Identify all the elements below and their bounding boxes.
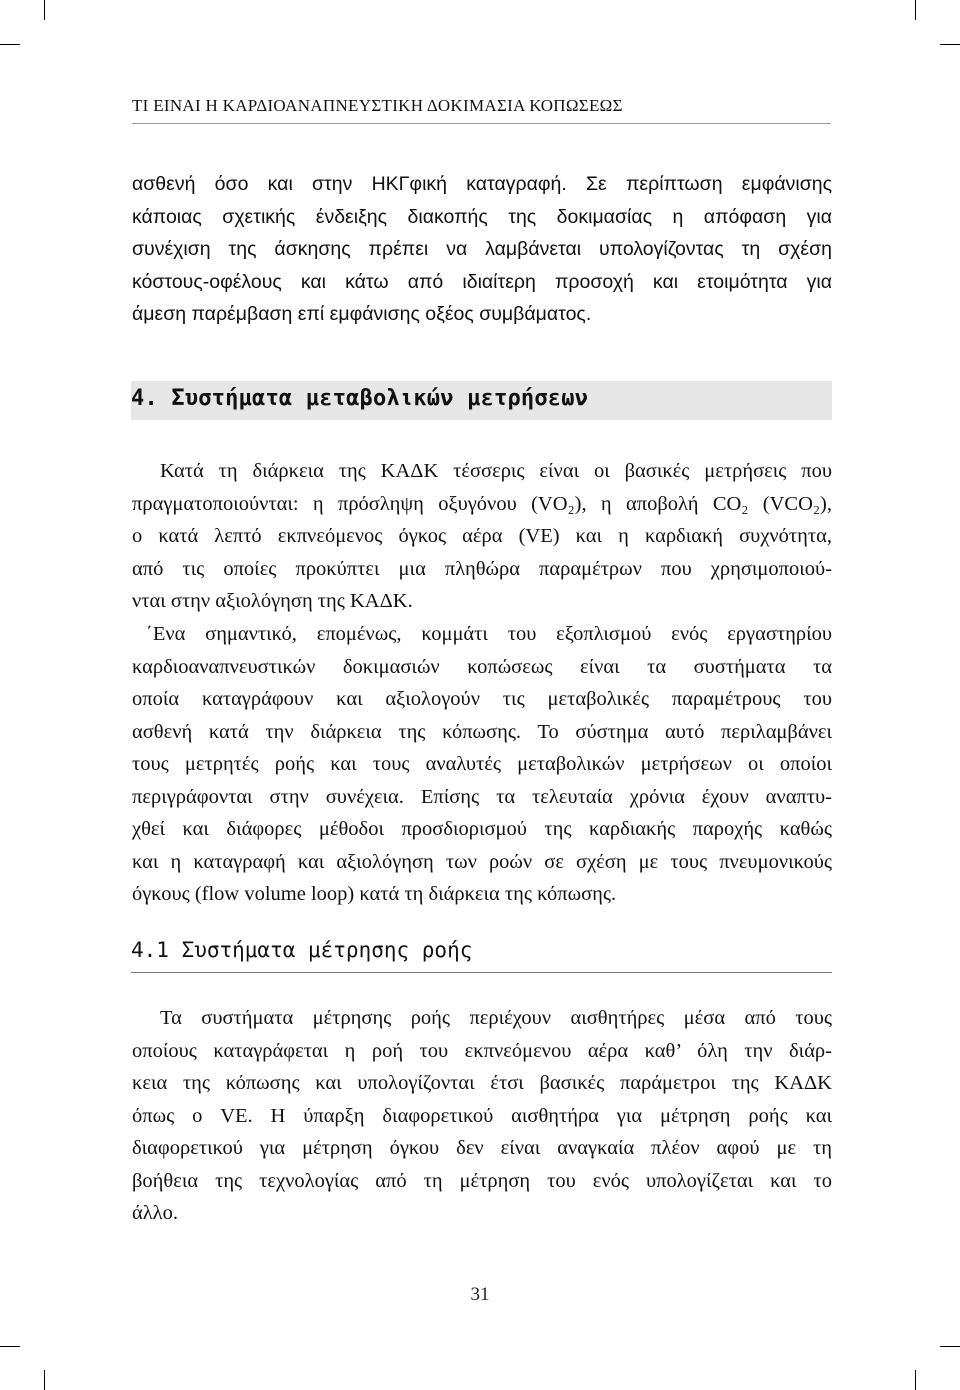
crop-mark	[0, 1346, 20, 1347]
text-line: ασθενή κατά την διάρκεια της κόπωσης. Το σύστημα αυτό περιλαμβάνει	[132, 720, 832, 743]
text-line: πραγματοποιούνται: η πρόσληψη οξυγόνου (VO₂), η αποβολή CO₂ (VCO₂),	[132, 492, 832, 515]
text-line: περιγράφονται στην συνέχεια. Επίσης τα τελευταία χρόνια έχουν αναπτυ-	[132, 785, 832, 808]
text-line: οποίους καταγράφεται η ροή του εκπνεόμενου αέρα καθ’ όλη την διάρ-	[132, 1039, 832, 1062]
text-line: και η καταγραφή και αξιολόγηση των ροών σε σχέση με τους πνευμονικούς	[132, 850, 832, 873]
text-line: όπως ο VE. Η ύπαρξη διαφορετικού αισθητήρα για μέτρηση ροής και	[132, 1104, 832, 1127]
section4-paragraph-1	[132, 455, 832, 618]
crop-mark	[940, 44, 960, 45]
text-line: κάποιας σχετικής ένδειξης διακοπής της δοκιμασίας η απόφαση για	[132, 205, 832, 228]
text-line: από τις οποίες προκύπτει μια πληθώρα παραμέτρων που χρησιμοποιού-	[132, 557, 832, 580]
text-line: ΄Ενα σημαντικό, επομένως, κομμάτι του εξοπλισμού ενός εργαστηρίου	[146, 623, 832, 645]
crop-mark	[44, 1370, 45, 1390]
text-line: οποία καταγράφουν και αξιολογούν τις μεταβολικές παραμέτρους του	[132, 688, 832, 710]
subsection-rule	[131, 972, 832, 973]
text-line: συνέχιση της άσκησης πρέπει να λαμβάνεται υπολογίζοντας τη σχέση	[132, 238, 832, 260]
text-line: κόστους-οφέλους και κάτω από ιδιαίτερη προσοχή και ετοιμότητα για	[132, 270, 832, 293]
header-rule	[132, 123, 831, 124]
text-line: όγκους (flow volume loop) κατά τη διάρκεια της κόπωσης.	[132, 883, 617, 905]
crop-mark	[0, 44, 20, 45]
text-line: χθεί και διάφορες μέθοδοι προσδιορισμού της καρδιακής παροχής καθώς	[132, 818, 832, 840]
subsection-heading: 4.1 Συστήματα μέτρησης ροής	[131, 938, 473, 962]
page-number: 31	[470, 1284, 490, 1305]
text-line: κεια της κόπωσης και υπολογίζονται έτσι βασικές παράμετροι της ΚΑΔΚ	[132, 1072, 832, 1094]
text-line: διαφορετικού για μέτρηση όγκου δεν είναι αναγκαία πλέον αφού με τη	[132, 1137, 832, 1159]
text-line: βοήθεια της τεχνολογίας από τη μέτρηση του ενός υπολογίζεται και το	[132, 1169, 832, 1192]
running-header: ΤΙ ΕΙΝΑΙ Η ΚΑΡΔΙΟΑΝΑΠΝΕΥΣΤΙΚΗ ΔΟΚΙΜΑΣΙΑ ΚΟΠΩΣΕΩΣ	[132, 96, 623, 115]
text-line: νται στην αξιολόγηση της ΚΑΔΚ.	[132, 590, 413, 612]
text-line: ασθενή όσο και στην ΗΚΓφική καταγραφή. Σε περίπτωση εμφάνισης	[132, 173, 832, 195]
intro-paragraph	[132, 168, 832, 331]
text-line: τους μετρητές ροής και τους αναλυτές μεταβολικών μετρήσεων οι οποίοι	[132, 753, 832, 775]
text-line: Κατά τη διάρκεια της ΚΑΔΚ τέσσερις είναι οι βασικές μετρήσεις που	[160, 460, 832, 482]
section4-paragraph-2	[132, 618, 832, 911]
section41-paragraph	[132, 1002, 832, 1230]
text-line: καρδιοαναπνευστικών δοκιμασιών κοπώσεως είναι τα συστήματα τα	[132, 655, 832, 678]
crop-mark	[940, 1346, 960, 1347]
crop-mark	[915, 0, 916, 20]
text-line: άμεση παρέμβαση επί εμφάνισης οξέος συμβάματος.	[132, 303, 592, 325]
text-line: άλλο.	[132, 1202, 178, 1224]
text-line: Τα συστήματα μέτρησης ροής περιέχουν αισθητήρες μέσα από τους	[160, 1007, 832, 1029]
crop-mark	[44, 0, 45, 20]
section-heading: 4. Συστήματα μεταβολικών μετρήσεων	[131, 386, 589, 411]
text-line: ο κατά λεπτό εκπνεόμενος όγκος αέρα (VE) και η καρδιακή συχνότητα,	[132, 525, 832, 547]
crop-mark	[915, 1370, 916, 1390]
